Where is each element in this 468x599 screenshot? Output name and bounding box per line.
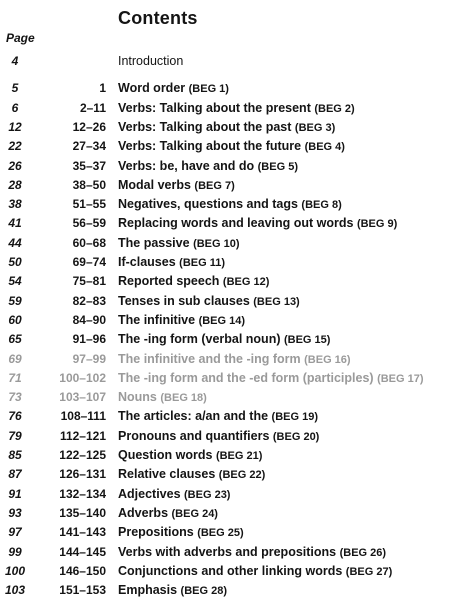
entry-topic-text: Verbs: Talking about the future xyxy=(118,139,302,154)
entry-beg-reference: (BEG 14) xyxy=(198,314,246,327)
entry-beg-reference: (BEG 10) xyxy=(193,237,240,250)
entry-beg-reference: (BEG 20) xyxy=(272,430,320,443)
entry-beg-reference: (BEG 12) xyxy=(222,276,270,289)
entry-beg-reference: (BEG 26) xyxy=(339,546,387,559)
entry-unit-range: 103–107 xyxy=(59,390,106,405)
entry-beg-reference: (BEG 5) xyxy=(257,160,298,173)
contents-entry xyxy=(0,119,468,135)
contents-entry xyxy=(0,544,468,560)
entry-topic xyxy=(118,486,230,503)
entry-unit-range: 1 xyxy=(99,81,106,96)
contents-entry xyxy=(0,138,468,154)
contents-entry xyxy=(0,273,468,289)
entry-topic xyxy=(118,331,330,348)
entry-page-number: 6 xyxy=(11,100,19,115)
entry-page-number: 65 xyxy=(8,332,22,347)
entry-topic xyxy=(118,235,240,252)
entry-page-number: 54 xyxy=(8,274,22,289)
entry-unit-range: 144–145 xyxy=(59,544,106,559)
entry-topic-text: Tenses in sub clauses xyxy=(118,293,250,308)
entry-page-number: 28 xyxy=(8,177,22,192)
entry-beg-reference: (BEG 3) xyxy=(294,121,336,134)
entry-beg-reference: (BEG 19) xyxy=(271,411,318,424)
entry-page-number: 4 xyxy=(11,54,19,68)
entry-page-number: 100 xyxy=(4,563,26,578)
entry-unit-range: 151–153 xyxy=(59,583,106,598)
entry-beg-reference: (BEG 1) xyxy=(188,83,229,96)
entry-beg-reference: (BEG 7) xyxy=(194,179,235,192)
entry-unit-range: 69–74 xyxy=(72,255,106,269)
contents-entry xyxy=(0,177,468,193)
entry-unit-range: 51–55 xyxy=(72,197,106,212)
entry-unit-range: 132–134 xyxy=(59,486,106,501)
entry-beg-reference: (BEG 15) xyxy=(283,334,331,347)
entry-unit-range: 112–121 xyxy=(59,428,106,443)
contents-entry xyxy=(0,80,468,96)
contents-entry xyxy=(0,389,468,405)
entry-topic-text: The articles: a/an and the xyxy=(118,409,269,424)
entry-unit-range: 82–83 xyxy=(72,293,106,308)
entry-topic xyxy=(118,53,183,69)
entry-page-number: 5 xyxy=(11,81,19,96)
entry-topic-text: Relative clauses xyxy=(118,467,216,482)
entry-page-number: 97 xyxy=(8,525,22,540)
entry-page-number: 103 xyxy=(4,583,26,598)
entry-page-number: 12 xyxy=(8,119,22,134)
entry-topic-text: Replacing words and leaving out words xyxy=(118,216,354,231)
entry-unit-range: 100–102 xyxy=(59,370,106,385)
entry-unit-range: 38–50 xyxy=(72,177,106,192)
entry-topic-text: Verbs: be, have and do xyxy=(118,158,255,173)
entry-topic-text: The infinitive and the -ing form xyxy=(118,351,301,366)
entry-page-number: 73 xyxy=(8,390,22,405)
entry-beg-reference: (BEG 8) xyxy=(301,199,342,212)
entry-unit-range: 12–26 xyxy=(72,119,106,134)
entry-unit-range: 146–150 xyxy=(59,563,106,578)
entry-topic xyxy=(118,408,318,425)
entry-page-number: 38 xyxy=(8,197,22,212)
entry-page-number: 50 xyxy=(8,255,22,269)
entry-topic xyxy=(118,524,244,541)
contents-entry xyxy=(0,215,468,231)
contents-entry xyxy=(0,351,468,367)
entry-topic-text: Introduction xyxy=(118,54,184,68)
entry-topic xyxy=(118,351,351,368)
entry-unit-range: 2–11 xyxy=(79,100,106,115)
entry-beg-reference: (BEG 24) xyxy=(171,507,218,520)
entry-topic-text: Prepositions xyxy=(118,525,194,540)
entry-topic xyxy=(118,100,355,117)
entry-topic-text: If-clauses xyxy=(118,255,176,269)
entry-beg-reference: (BEG 17) xyxy=(377,372,424,385)
entry-topic xyxy=(118,177,235,194)
entry-unit-range: 35–37 xyxy=(72,158,106,173)
contents-entry xyxy=(0,447,468,463)
entry-topic xyxy=(118,273,269,290)
entry-topic xyxy=(118,505,218,522)
contents-entry xyxy=(0,563,468,579)
entry-beg-reference: (BEG 13) xyxy=(253,295,300,308)
entry-unit-range: 122–125 xyxy=(59,448,106,462)
entry-page-number: 91 xyxy=(8,486,22,501)
contents-entry xyxy=(0,100,468,116)
contents-entry xyxy=(0,524,468,540)
entry-page-number: 93 xyxy=(8,505,22,520)
entry-topic xyxy=(118,158,298,175)
entry-topic-text: Pronouns and quantifiers xyxy=(118,428,270,443)
entry-page-number: 71 xyxy=(8,370,22,385)
entry-topic xyxy=(118,428,319,445)
entry-topic xyxy=(118,80,229,97)
entry-topic-text: Reported speech xyxy=(118,274,220,289)
page-column-heading: Page xyxy=(6,31,35,45)
contents-entry xyxy=(0,312,468,328)
entry-beg-reference: (BEG 2) xyxy=(314,102,355,115)
entry-topic xyxy=(118,466,265,483)
entry-topic xyxy=(118,196,342,213)
contents-entry xyxy=(0,293,468,309)
entry-topic-text: Verbs: Talking about the past xyxy=(118,119,292,134)
entry-topic xyxy=(118,389,207,406)
entry-beg-reference: (BEG 23) xyxy=(184,488,231,501)
entry-unit-range: 91–96 xyxy=(72,332,106,347)
entry-unit-range: 60–68 xyxy=(72,235,106,250)
entry-topic-text: Negatives, questions and tags xyxy=(118,197,298,212)
entry-topic-text: The -ing form and the -ed form (participles) xyxy=(118,370,374,385)
entry-topic xyxy=(118,254,225,271)
entry-beg-reference: (BEG 18) xyxy=(160,392,207,405)
entry-page-number: 76 xyxy=(8,409,22,424)
entry-beg-reference: (BEG 28) xyxy=(180,585,228,598)
entry-topic-text: The infinitive xyxy=(118,312,196,327)
entry-page-number: 22 xyxy=(8,139,22,154)
entry-topic-text: Adverbs xyxy=(118,505,169,520)
entry-unit-range: 97–99 xyxy=(72,351,106,366)
entry-beg-reference: (BEG 16) xyxy=(304,353,351,366)
entry-topic xyxy=(118,544,386,561)
contents-entry xyxy=(0,196,468,212)
entry-unit-range: 56–59 xyxy=(72,216,106,231)
contents-entry xyxy=(0,505,468,521)
entry-topic-text: The passive xyxy=(118,235,190,250)
entry-unit-range: 84–90 xyxy=(72,312,106,327)
entry-unit-range: 126–131 xyxy=(59,467,106,482)
entry-unit-range: 141–143 xyxy=(59,525,106,540)
contents-entry xyxy=(0,428,468,444)
entry-beg-reference: (BEG 25) xyxy=(197,527,244,540)
entry-topic-text: Adjectives xyxy=(118,486,181,501)
contents-entry xyxy=(0,254,468,270)
entry-beg-reference: (BEG 21) xyxy=(215,450,263,462)
contents-entry xyxy=(0,370,468,386)
entry-topic-text: Nouns xyxy=(118,390,157,405)
entry-topic-text: Verbs with adverbs and prepositions xyxy=(118,544,337,559)
entry-unit-range: 27–34 xyxy=(72,139,106,154)
entry-page-number: 26 xyxy=(8,158,22,173)
entry-unit-range: 135–140 xyxy=(59,505,106,520)
contents-entry xyxy=(0,486,468,502)
entry-topic-text: The -ing form (verbal noun) xyxy=(118,332,281,347)
contents-entry xyxy=(0,466,468,482)
entry-beg-reference: (BEG 11) xyxy=(179,257,226,269)
entry-page-number: 79 xyxy=(8,428,22,443)
entry-page-number: 85 xyxy=(8,448,22,462)
entry-topic xyxy=(118,312,245,329)
entry-page-number: 41 xyxy=(8,216,22,231)
entry-unit-range: 108–111 xyxy=(60,409,106,424)
entry-beg-reference: (BEG 4) xyxy=(304,141,345,154)
entry-beg-reference: (BEG 27) xyxy=(345,565,393,578)
entry-topic xyxy=(118,215,397,232)
contents-entry xyxy=(0,235,468,251)
entry-topic-text: Verbs: Talking about the present xyxy=(118,100,311,115)
entry-topic xyxy=(118,370,424,387)
entry-page-number: 60 xyxy=(8,312,22,327)
entry-beg-reference: (BEG 9) xyxy=(356,218,398,231)
entry-topic-text: Question words xyxy=(118,448,213,462)
entry-topic xyxy=(118,582,227,599)
entry-page-number: 99 xyxy=(8,544,22,559)
entry-page-number: 44 xyxy=(8,235,22,250)
entry-topic xyxy=(118,447,262,464)
contents-entry xyxy=(0,582,468,598)
contents-entry xyxy=(0,408,468,424)
entry-topic-text: Modal verbs xyxy=(118,177,191,192)
entry-topic xyxy=(118,138,345,155)
page-title: Contents xyxy=(118,8,198,28)
entry-page-number: 59 xyxy=(8,293,22,308)
entry-page-number: 87 xyxy=(8,467,22,482)
entry-topic xyxy=(118,119,335,136)
entry-topic-text: Word order xyxy=(118,81,186,96)
contents-entry xyxy=(0,158,468,174)
entry-beg-reference: (BEG 22) xyxy=(218,469,266,482)
entry-topic xyxy=(118,563,392,580)
entry-unit-range: 75–81 xyxy=(72,274,106,289)
contents-entry xyxy=(0,331,468,347)
entry-topic-text: Emphasis xyxy=(118,583,178,598)
entry-page-number: 69 xyxy=(8,351,22,366)
entry-topic xyxy=(118,293,300,310)
contents-entry xyxy=(0,53,468,69)
entry-topic-text: Conjunctions and other linking words xyxy=(118,563,343,578)
